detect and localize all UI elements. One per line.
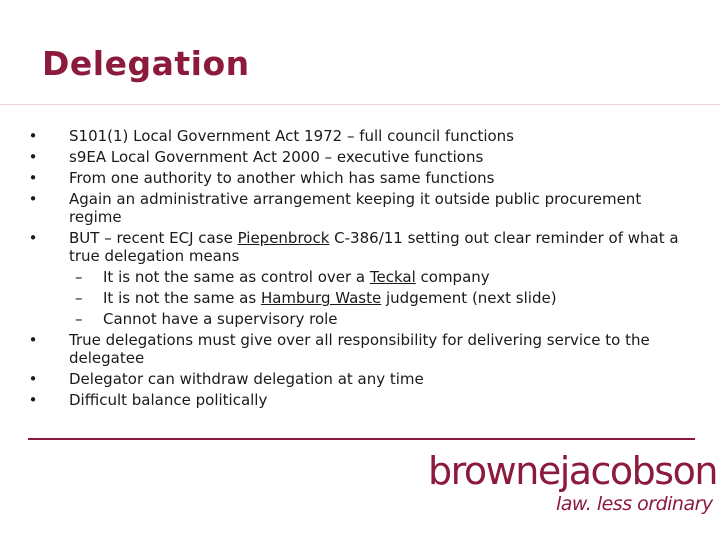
list-item-text: True delegations must give over all responsibility for delivering service to the delegatee — [69, 331, 650, 367]
dash-marker: – — [75, 310, 83, 328]
sub-item-text-before: It is not the same as control over a — [103, 268, 370, 286]
bullet-marker: • — [28, 331, 38, 349]
list-item-text: Difficult balance politically — [69, 391, 268, 409]
case-name-piepenbrock: Piepenbrock — [237, 229, 330, 247]
dash-marker: – — [75, 268, 83, 286]
sub-list-item — [28, 289, 688, 307]
footer-divider — [28, 438, 695, 440]
list-item-text: S101(1) Local Government Act 1972 – full council functions — [69, 127, 514, 145]
slide-content — [28, 127, 688, 412]
bullet-marker: • — [28, 148, 38, 166]
brand-logo: brownejacobson — [428, 449, 717, 493]
list-item — [28, 331, 688, 367]
list-item — [28, 190, 688, 226]
sub-list-item — [28, 310, 688, 328]
list-item-text-before: BUT – recent ECJ case — [69, 229, 238, 247]
list-item-text: s9EA Local Government Act 2000 – executive functions — [69, 148, 484, 166]
case-name-teckal: Teckal — [369, 268, 416, 286]
bullet-marker: • — [28, 229, 38, 247]
list-item — [28, 148, 688, 166]
case-name-hamburg-waste: Hamburg Waste — [260, 289, 382, 307]
list-item — [28, 127, 688, 145]
bullet-marker: • — [28, 127, 38, 145]
list-item — [28, 169, 688, 187]
slide-title: Delegation — [42, 44, 250, 83]
list-item-ecj-case — [28, 229, 688, 265]
list-item-text: Delegator can withdraw delegation at any time — [69, 370, 424, 388]
bullet-marker: • — [28, 169, 38, 187]
sub-item-text-before: It is not the same as — [103, 289, 261, 307]
list-item — [28, 370, 688, 388]
sub-item-text-after: judgement (next slide) — [381, 289, 557, 307]
sub-item-text-after: company — [415, 268, 490, 286]
bullet-marker: • — [28, 370, 38, 388]
list-item — [28, 391, 688, 409]
title-divider — [0, 104, 720, 105]
sub-list-item — [28, 268, 688, 286]
brand-tagline: law. less ordinary — [556, 493, 713, 515]
bullet-marker: • — [28, 391, 38, 409]
list-item-text: From one authority to another which has same functions — [69, 169, 495, 187]
sub-item-text: Cannot have a supervisory role — [103, 310, 338, 328]
list-item-text-after: C-386/11 setting out clear reminder of what a true delegation means — [69, 229, 679, 265]
bullet-marker: • — [28, 190, 38, 208]
list-item-text: Again an administrative arrangement keeping it outside public procurement regime — [69, 190, 642, 226]
dash-marker: – — [75, 289, 83, 307]
